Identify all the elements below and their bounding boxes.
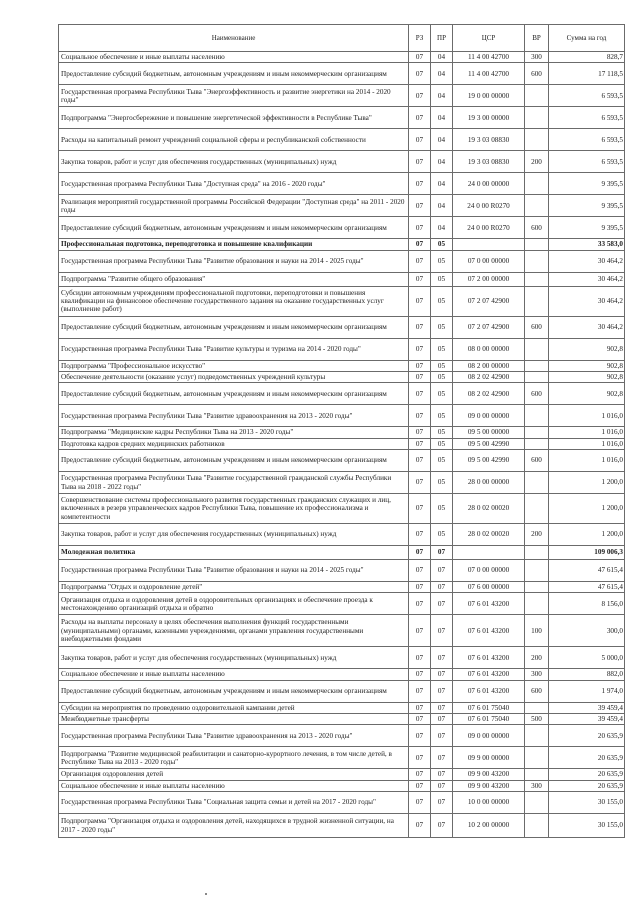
header-pr: ПР <box>431 25 453 52</box>
budget-table <box>58 24 625 838</box>
cell-name: Государственная программа Республики Тыва "Развитие государственной гражданской службы Республики Тыва на 2018 - 2022 годы" <box>59 472 409 494</box>
cell-sum: 6 593,5 <box>549 107 625 129</box>
cell-sum: 9 395,5 <box>549 217 625 239</box>
cell-vr <box>525 85 549 107</box>
cell-csr: 09 5 00 00000 <box>453 427 525 438</box>
cell-name: Предоставление субсидий бюджетным, автономным учреждениям и иным некоммерческим организациям <box>59 383 409 405</box>
cell-name: Расходы на капитальный ремонт учреждений социальной сферы и республиканской собственности <box>59 129 409 151</box>
cell-sum: 30 464,2 <box>549 316 625 338</box>
cell-rz: 07 <box>409 450 431 472</box>
cell-pr: 07 <box>431 780 453 791</box>
cell-rz: 07 <box>409 52 431 63</box>
cell-pr: 05 <box>431 438 453 449</box>
cell-csr: 24 0 00 00000 <box>453 173 525 195</box>
cell-name: Предоставление субсидий бюджетным, автономным учреждениям и иным некоммерческим организациям <box>59 63 409 85</box>
cell-csr: 19 3 03 08830 <box>453 129 525 151</box>
table-row <box>59 747 625 769</box>
table-row <box>59 372 625 383</box>
cell-vr <box>525 546 549 560</box>
cell-pr: 05 <box>431 316 453 338</box>
cell-rz: 07 <box>409 546 431 560</box>
cell-sum: 902,8 <box>549 360 625 371</box>
scan-dot <box>205 893 207 895</box>
cell-name: Подпрограмма "Профессиональное искусство" <box>59 360 409 371</box>
table-row <box>59 173 625 195</box>
table-row <box>59 714 625 725</box>
cell-sum: 1 016,0 <box>549 450 625 472</box>
cell-pr: 04 <box>431 129 453 151</box>
cell-vr: 600 <box>525 450 549 472</box>
cell-name: Подпрограмма "Отдых и оздоровление детей" <box>59 582 409 593</box>
cell-vr: 200 <box>525 647 549 669</box>
cell-name: Подпрограмма "Медицинские кадры Республики Тыва на 2013 - 2020 годы" <box>59 427 409 438</box>
cell-vr: 100 <box>525 615 549 647</box>
cell-rz: 07 <box>409 814 431 838</box>
cell-sum: 30 464,2 <box>549 250 625 272</box>
cell-sum: 9 395,5 <box>549 195 625 217</box>
cell-vr <box>525 702 549 713</box>
header-rz: РЗ <box>409 25 431 52</box>
cell-pr: 05 <box>431 239 453 250</box>
cell-vr <box>525 173 549 195</box>
cell-pr: 07 <box>431 680 453 702</box>
cell-name: Предоставление субсидий бюджетным, автономным учреждениям и иным некоммерческим организациям <box>59 680 409 702</box>
cell-sum: 902,8 <box>549 372 625 383</box>
cell-vr <box>525 472 549 494</box>
cell-csr: 09 9 00 43200 <box>453 769 525 780</box>
table-row <box>59 615 625 647</box>
table-row <box>59 405 625 427</box>
cell-rz: 07 <box>409 472 431 494</box>
cell-sum: 30 464,2 <box>549 286 625 316</box>
cell-sum: 17 118,5 <box>549 63 625 85</box>
cell-rz: 07 <box>409 250 431 272</box>
cell-pr: 05 <box>431 250 453 272</box>
table-row <box>59 195 625 217</box>
cell-sum: 6 593,5 <box>549 151 625 173</box>
cell-name: Государственная программа Республики Тыва "Энергоэффективность и развитие энергетики на 2014 - 2020 годы" <box>59 85 409 107</box>
cell-rz: 07 <box>409 747 431 769</box>
cell-sum: 1 974,0 <box>549 680 625 702</box>
cell-sum: 20 635,9 <box>549 725 625 747</box>
cell-vr: 600 <box>525 316 549 338</box>
cell-rz: 07 <box>409 338 431 360</box>
cell-sum: 1 016,0 <box>549 427 625 438</box>
cell-vr: 600 <box>525 680 549 702</box>
cell-sum: 8 156,0 <box>549 593 625 615</box>
table-row <box>59 546 625 560</box>
cell-pr: 07 <box>431 769 453 780</box>
cell-sum: 1 200,0 <box>549 494 625 524</box>
cell-rz: 07 <box>409 524 431 546</box>
cell-csr: 08 2 00 00000 <box>453 360 525 371</box>
header-csr: ЦСР <box>453 25 525 52</box>
cell-vr: 200 <box>525 151 549 173</box>
cell-name: Предоставление субсидий бюджетным, автономным учреждениям и иным некоммерческим организациям <box>59 217 409 239</box>
cell-name: Государственная программа Республики Тыва "Развитие культуры и туризма на 2014 - 2020 годы" <box>59 338 409 360</box>
cell-vr <box>525 560 549 582</box>
cell-pr: 05 <box>431 383 453 405</box>
cell-rz: 07 <box>409 582 431 593</box>
cell-pr: 07 <box>431 747 453 769</box>
cell-rz: 07 <box>409 780 431 791</box>
cell-csr: 24 0 00 R0270 <box>453 217 525 239</box>
cell-rz: 07 <box>409 769 431 780</box>
table-row <box>59 593 625 615</box>
cell-vr: 600 <box>525 383 549 405</box>
cell-rz: 07 <box>409 129 431 151</box>
cell-name: Расходы на выплаты персоналу в целях обеспечения выполнения функций государственными (муниципальными) органами, казенными учреждениями, органами управления государственными внебюджетными фондами <box>59 615 409 647</box>
cell-vr <box>525 405 549 427</box>
table-row <box>59 647 625 669</box>
cell-pr: 04 <box>431 173 453 195</box>
table-row <box>59 438 625 449</box>
cell-name: Закупка товаров, работ и услуг для обеспечения государственных (муниципальных) нужд <box>59 151 409 173</box>
table-row <box>59 360 625 371</box>
cell-csr: 09 0 00 00000 <box>453 405 525 427</box>
header-sum: Сумма на год <box>549 25 625 52</box>
cell-rz: 07 <box>409 427 431 438</box>
cell-csr: 11 4 00 42700 <box>453 52 525 63</box>
cell-vr <box>525 814 549 838</box>
cell-name: Профессиональная подготовка, переподготовка и повышение квалификации <box>59 239 409 250</box>
cell-vr <box>525 725 549 747</box>
cell-csr: 07 6 00 00000 <box>453 582 525 593</box>
cell-rz: 07 <box>409 239 431 250</box>
cell-rz: 07 <box>409 173 431 195</box>
cell-vr: 600 <box>525 63 549 85</box>
cell-sum: 5 000,0 <box>549 647 625 669</box>
cell-csr: 09 9 00 43200 <box>453 780 525 791</box>
cell-vr <box>525 107 549 129</box>
cell-csr: 19 3 03 08830 <box>453 151 525 173</box>
cell-vr <box>525 338 549 360</box>
cell-vr <box>525 129 549 151</box>
cell-csr: 28 0 00 00000 <box>453 472 525 494</box>
cell-name: Социальное обеспечение и иные выплаты населению <box>59 669 409 680</box>
cell-pr: 07 <box>431 714 453 725</box>
cell-vr: 500 <box>525 714 549 725</box>
cell-rz: 07 <box>409 316 431 338</box>
cell-vr: 600 <box>525 217 549 239</box>
cell-sum: 30 155,0 <box>549 792 625 814</box>
cell-csr: 07 2 00 00000 <box>453 272 525 286</box>
cell-name: Государственная программа Республики Тыва "Развитие образования и науки на 2014 - 2025 годы" <box>59 250 409 272</box>
cell-sum: 30 464,2 <box>549 272 625 286</box>
table-row <box>59 272 625 286</box>
cell-vr <box>525 792 549 814</box>
cell-pr: 07 <box>431 725 453 747</box>
cell-csr: 07 6 01 43200 <box>453 593 525 615</box>
cell-csr: 07 0 00 00000 <box>453 250 525 272</box>
table-row <box>59 427 625 438</box>
cell-pr: 04 <box>431 63 453 85</box>
cell-rz: 07 <box>409 680 431 702</box>
cell-sum: 1 016,0 <box>549 438 625 449</box>
table-row <box>59 472 625 494</box>
cell-rz: 07 <box>409 494 431 524</box>
cell-pr: 05 <box>431 472 453 494</box>
cell-vr <box>525 272 549 286</box>
cell-pr: 07 <box>431 593 453 615</box>
table-row <box>59 217 625 239</box>
table-row <box>59 286 625 316</box>
cell-name: Подпрограмма "Развитие медицинской реабилитации и санаторно-курортного лечения, в том числе детей, в Республике Тыва на 2013 - 2020 годы" <box>59 747 409 769</box>
cell-pr: 04 <box>431 217 453 239</box>
cell-pr: 04 <box>431 151 453 173</box>
table-body <box>59 52 625 838</box>
cell-csr: 09 9 00 00000 <box>453 747 525 769</box>
cell-pr: 07 <box>431 615 453 647</box>
cell-vr <box>525 747 549 769</box>
header-name: Наименование <box>59 25 409 52</box>
cell-pr: 04 <box>431 52 453 63</box>
cell-name: Реализация мероприятий государственной программы Российской Федерации "Доступная среда" на 2011 - 2020 годы <box>59 195 409 217</box>
cell-vr <box>525 769 549 780</box>
cell-pr: 07 <box>431 582 453 593</box>
cell-name: Социальное обеспечение и иные выплаты населению <box>59 52 409 63</box>
cell-pr: 05 <box>431 286 453 316</box>
cell-rz: 07 <box>409 593 431 615</box>
cell-csr: 07 6 01 43200 <box>453 669 525 680</box>
cell-name: Молодежная политика <box>59 546 409 560</box>
cell-vr <box>525 195 549 217</box>
cell-pr: 05 <box>431 494 453 524</box>
table-row <box>59 151 625 173</box>
document-page <box>58 24 624 838</box>
table-row <box>59 680 625 702</box>
cell-vr <box>525 593 549 615</box>
cell-name: Подпрограмма "Развитие общего образования" <box>59 272 409 286</box>
table-header-row <box>59 25 625 52</box>
cell-csr: 19 0 00 00000 <box>453 85 525 107</box>
cell-pr: 05 <box>431 405 453 427</box>
cell-csr: 11 4 00 42700 <box>453 63 525 85</box>
table-row <box>59 239 625 250</box>
cell-vr <box>525 372 549 383</box>
cell-sum: 33 583,0 <box>549 239 625 250</box>
cell-vr <box>525 360 549 371</box>
cell-rz: 07 <box>409 63 431 85</box>
cell-sum: 1 200,0 <box>549 472 625 494</box>
cell-sum: 902,8 <box>549 383 625 405</box>
cell-pr: 07 <box>431 669 453 680</box>
cell-csr: 09 5 00 42990 <box>453 438 525 449</box>
cell-rz: 07 <box>409 669 431 680</box>
table-row <box>59 338 625 360</box>
table-row <box>59 524 625 546</box>
cell-vr <box>525 427 549 438</box>
cell-name: Социальное обеспечение и иные выплаты населению <box>59 780 409 791</box>
cell-rz: 07 <box>409 195 431 217</box>
cell-name: Государственная программа Республики Тыва "Доступная среда" на 2016 - 2020 годы" <box>59 173 409 195</box>
cell-pr: 07 <box>431 702 453 713</box>
cell-rz: 07 <box>409 560 431 582</box>
cell-name: Закупка товаров, работ и услуг для обеспечения государственных (муниципальных) нужд <box>59 524 409 546</box>
cell-rz: 07 <box>409 151 431 173</box>
cell-pr: 07 <box>431 546 453 560</box>
cell-vr: 300 <box>525 669 549 680</box>
cell-name: Предоставление субсидий бюджетным, автономным учреждениям и иным некоммерческим организациям <box>59 316 409 338</box>
table-row <box>59 494 625 524</box>
cell-sum: 6 593,5 <box>549 85 625 107</box>
table-row <box>59 63 625 85</box>
cell-rz: 07 <box>409 647 431 669</box>
cell-csr: 07 6 01 75040 <box>453 702 525 713</box>
cell-csr <box>453 239 525 250</box>
table-row <box>59 85 625 107</box>
table-row <box>59 814 625 838</box>
cell-rz: 07 <box>409 725 431 747</box>
cell-pr: 05 <box>431 372 453 383</box>
cell-rz: 07 <box>409 372 431 383</box>
cell-csr: 07 6 01 75040 <box>453 714 525 725</box>
cell-rz: 07 <box>409 383 431 405</box>
cell-csr: 19 3 00 00000 <box>453 107 525 129</box>
cell-vr: 300 <box>525 780 549 791</box>
cell-name: Обеспечение деятельности (оказание услуг) подведомственных учреждений культуры <box>59 372 409 383</box>
cell-rz: 07 <box>409 438 431 449</box>
cell-pr: 05 <box>431 338 453 360</box>
cell-rz: 07 <box>409 360 431 371</box>
cell-vr: 200 <box>525 524 549 546</box>
cell-pr: 05 <box>431 272 453 286</box>
cell-csr: 09 0 00 00000 <box>453 725 525 747</box>
table-row <box>59 780 625 791</box>
table-row <box>59 725 625 747</box>
cell-pr: 05 <box>431 450 453 472</box>
cell-sum: 39 459,4 <box>549 714 625 725</box>
cell-sum: 109 006,3 <box>549 546 625 560</box>
cell-pr: 05 <box>431 524 453 546</box>
cell-name: Государственная программа Республики Тыва "Развитие образования и науки на 2014 - 2025 годы" <box>59 560 409 582</box>
cell-csr: 10 0 00 00000 <box>453 792 525 814</box>
cell-rz: 07 <box>409 85 431 107</box>
table-row <box>59 129 625 151</box>
cell-sum: 6 593,5 <box>549 129 625 151</box>
cell-csr: 07 0 00 00000 <box>453 560 525 582</box>
cell-name: Закупка товаров, работ и услуг для обеспечения государственных (муниципальных) нужд <box>59 647 409 669</box>
cell-sum: 20 635,9 <box>549 769 625 780</box>
table-row <box>59 250 625 272</box>
cell-name: Организация отдыха и оздоровления детей в оздоровительных организациях и обеспечение проезда к местонахождению организаций отдыха и обратно <box>59 593 409 615</box>
cell-rz: 07 <box>409 702 431 713</box>
cell-vr: 300 <box>525 52 549 63</box>
cell-csr: 07 2 07 42900 <box>453 286 525 316</box>
table-row <box>59 450 625 472</box>
cell-sum: 47 615,4 <box>549 560 625 582</box>
table-row <box>59 52 625 63</box>
cell-csr: 07 2 07 42900 <box>453 316 525 338</box>
table-row <box>59 316 625 338</box>
cell-vr <box>525 286 549 316</box>
cell-pr: 05 <box>431 360 453 371</box>
cell-csr: 08 0 00 00000 <box>453 338 525 360</box>
cell-csr: 08 2 02 42900 <box>453 372 525 383</box>
cell-name: Государственная программа Республики Тыва "Развитие здравоохранения на 2013 - 2020 годы" <box>59 725 409 747</box>
cell-sum: 1 200,0 <box>549 524 625 546</box>
table-row <box>59 107 625 129</box>
cell-sum: 39 459,4 <box>549 702 625 713</box>
cell-csr: 28 0 02 00020 <box>453 494 525 524</box>
cell-pr: 05 <box>431 427 453 438</box>
table-row <box>59 560 625 582</box>
cell-sum: 20 635,9 <box>549 780 625 791</box>
header-vr: ВР <box>525 25 549 52</box>
cell-sum: 9 395,5 <box>549 173 625 195</box>
table-row <box>59 792 625 814</box>
cell-vr <box>525 239 549 250</box>
cell-name: Государственная программа Республики Тыва "Развитие здравоохранения на 2013 - 2020 годы" <box>59 405 409 427</box>
cell-csr: 07 6 01 43200 <box>453 680 525 702</box>
cell-csr: 07 6 01 43200 <box>453 615 525 647</box>
cell-pr: 04 <box>431 195 453 217</box>
cell-vr <box>525 582 549 593</box>
cell-csr: 07 6 01 43200 <box>453 647 525 669</box>
cell-rz: 07 <box>409 714 431 725</box>
cell-pr: 04 <box>431 107 453 129</box>
cell-name: Подпрограмма "Организация отдыха и оздоровления детей, находящихся в трудной жизненной ситуации, на 2017 - 2020 годы" <box>59 814 409 838</box>
cell-sum: 300,0 <box>549 615 625 647</box>
cell-csr: 10 2 00 00000 <box>453 814 525 838</box>
cell-sum: 828,7 <box>549 52 625 63</box>
cell-name: Подпрограмма "Энергосбережение и повышение энергетической эффективности в Республике Тыва" <box>59 107 409 129</box>
cell-name: Совершенствование системы профессионального развития государственных гражданских служащих и лиц, включенных в резерв управленческих кадров Республики Тыва, повышение их профессионализма и компетентности <box>59 494 409 524</box>
cell-pr: 07 <box>431 560 453 582</box>
cell-sum: 1 016,0 <box>549 405 625 427</box>
cell-pr: 07 <box>431 647 453 669</box>
cell-csr: 09 5 00 42990 <box>453 450 525 472</box>
cell-rz: 07 <box>409 217 431 239</box>
table-row <box>59 383 625 405</box>
cell-csr: 24 0 00 R0270 <box>453 195 525 217</box>
cell-rz: 07 <box>409 405 431 427</box>
cell-name: Предоставление субсидий бюджетным, автономным учреждениям и иным некоммерческим организациям <box>59 450 409 472</box>
table-row <box>59 669 625 680</box>
cell-sum: 882,0 <box>549 669 625 680</box>
cell-vr <box>525 250 549 272</box>
cell-name: Субсидии на мероприятия по проведению оздоровительной кампании детей <box>59 702 409 713</box>
table-row <box>59 582 625 593</box>
cell-csr: 28 0 02 00020 <box>453 524 525 546</box>
cell-sum: 47 615,4 <box>549 582 625 593</box>
cell-csr <box>453 546 525 560</box>
cell-rz: 07 <box>409 272 431 286</box>
cell-rz: 07 <box>409 792 431 814</box>
cell-pr: 07 <box>431 792 453 814</box>
cell-name: Организация оздоровления детей <box>59 769 409 780</box>
cell-pr: 07 <box>431 814 453 838</box>
cell-name: Субсидии автономным учреждениям профессиональной подготовки, переподготовки и повышения квалификации на финансовое обеспечение государственного задания на оказание государственных услуг (выполнение работ) <box>59 286 409 316</box>
cell-pr: 04 <box>431 85 453 107</box>
table-row <box>59 702 625 713</box>
cell-vr <box>525 494 549 524</box>
cell-rz: 07 <box>409 615 431 647</box>
cell-sum: 902,8 <box>549 338 625 360</box>
cell-vr <box>525 438 549 449</box>
cell-name: Межбюджетные трансферты <box>59 714 409 725</box>
cell-sum: 20 635,9 <box>549 747 625 769</box>
cell-name: Государственная программа Республики Тыва "Социальная защита семьи и детей на 2017 - 2020 годы" <box>59 792 409 814</box>
cell-sum: 30 155,0 <box>549 814 625 838</box>
cell-name: Подготовка кадров средних медицинских работников <box>59 438 409 449</box>
cell-rz: 07 <box>409 286 431 316</box>
table-row <box>59 769 625 780</box>
cell-csr: 08 2 02 42900 <box>453 383 525 405</box>
cell-rz: 07 <box>409 107 431 129</box>
